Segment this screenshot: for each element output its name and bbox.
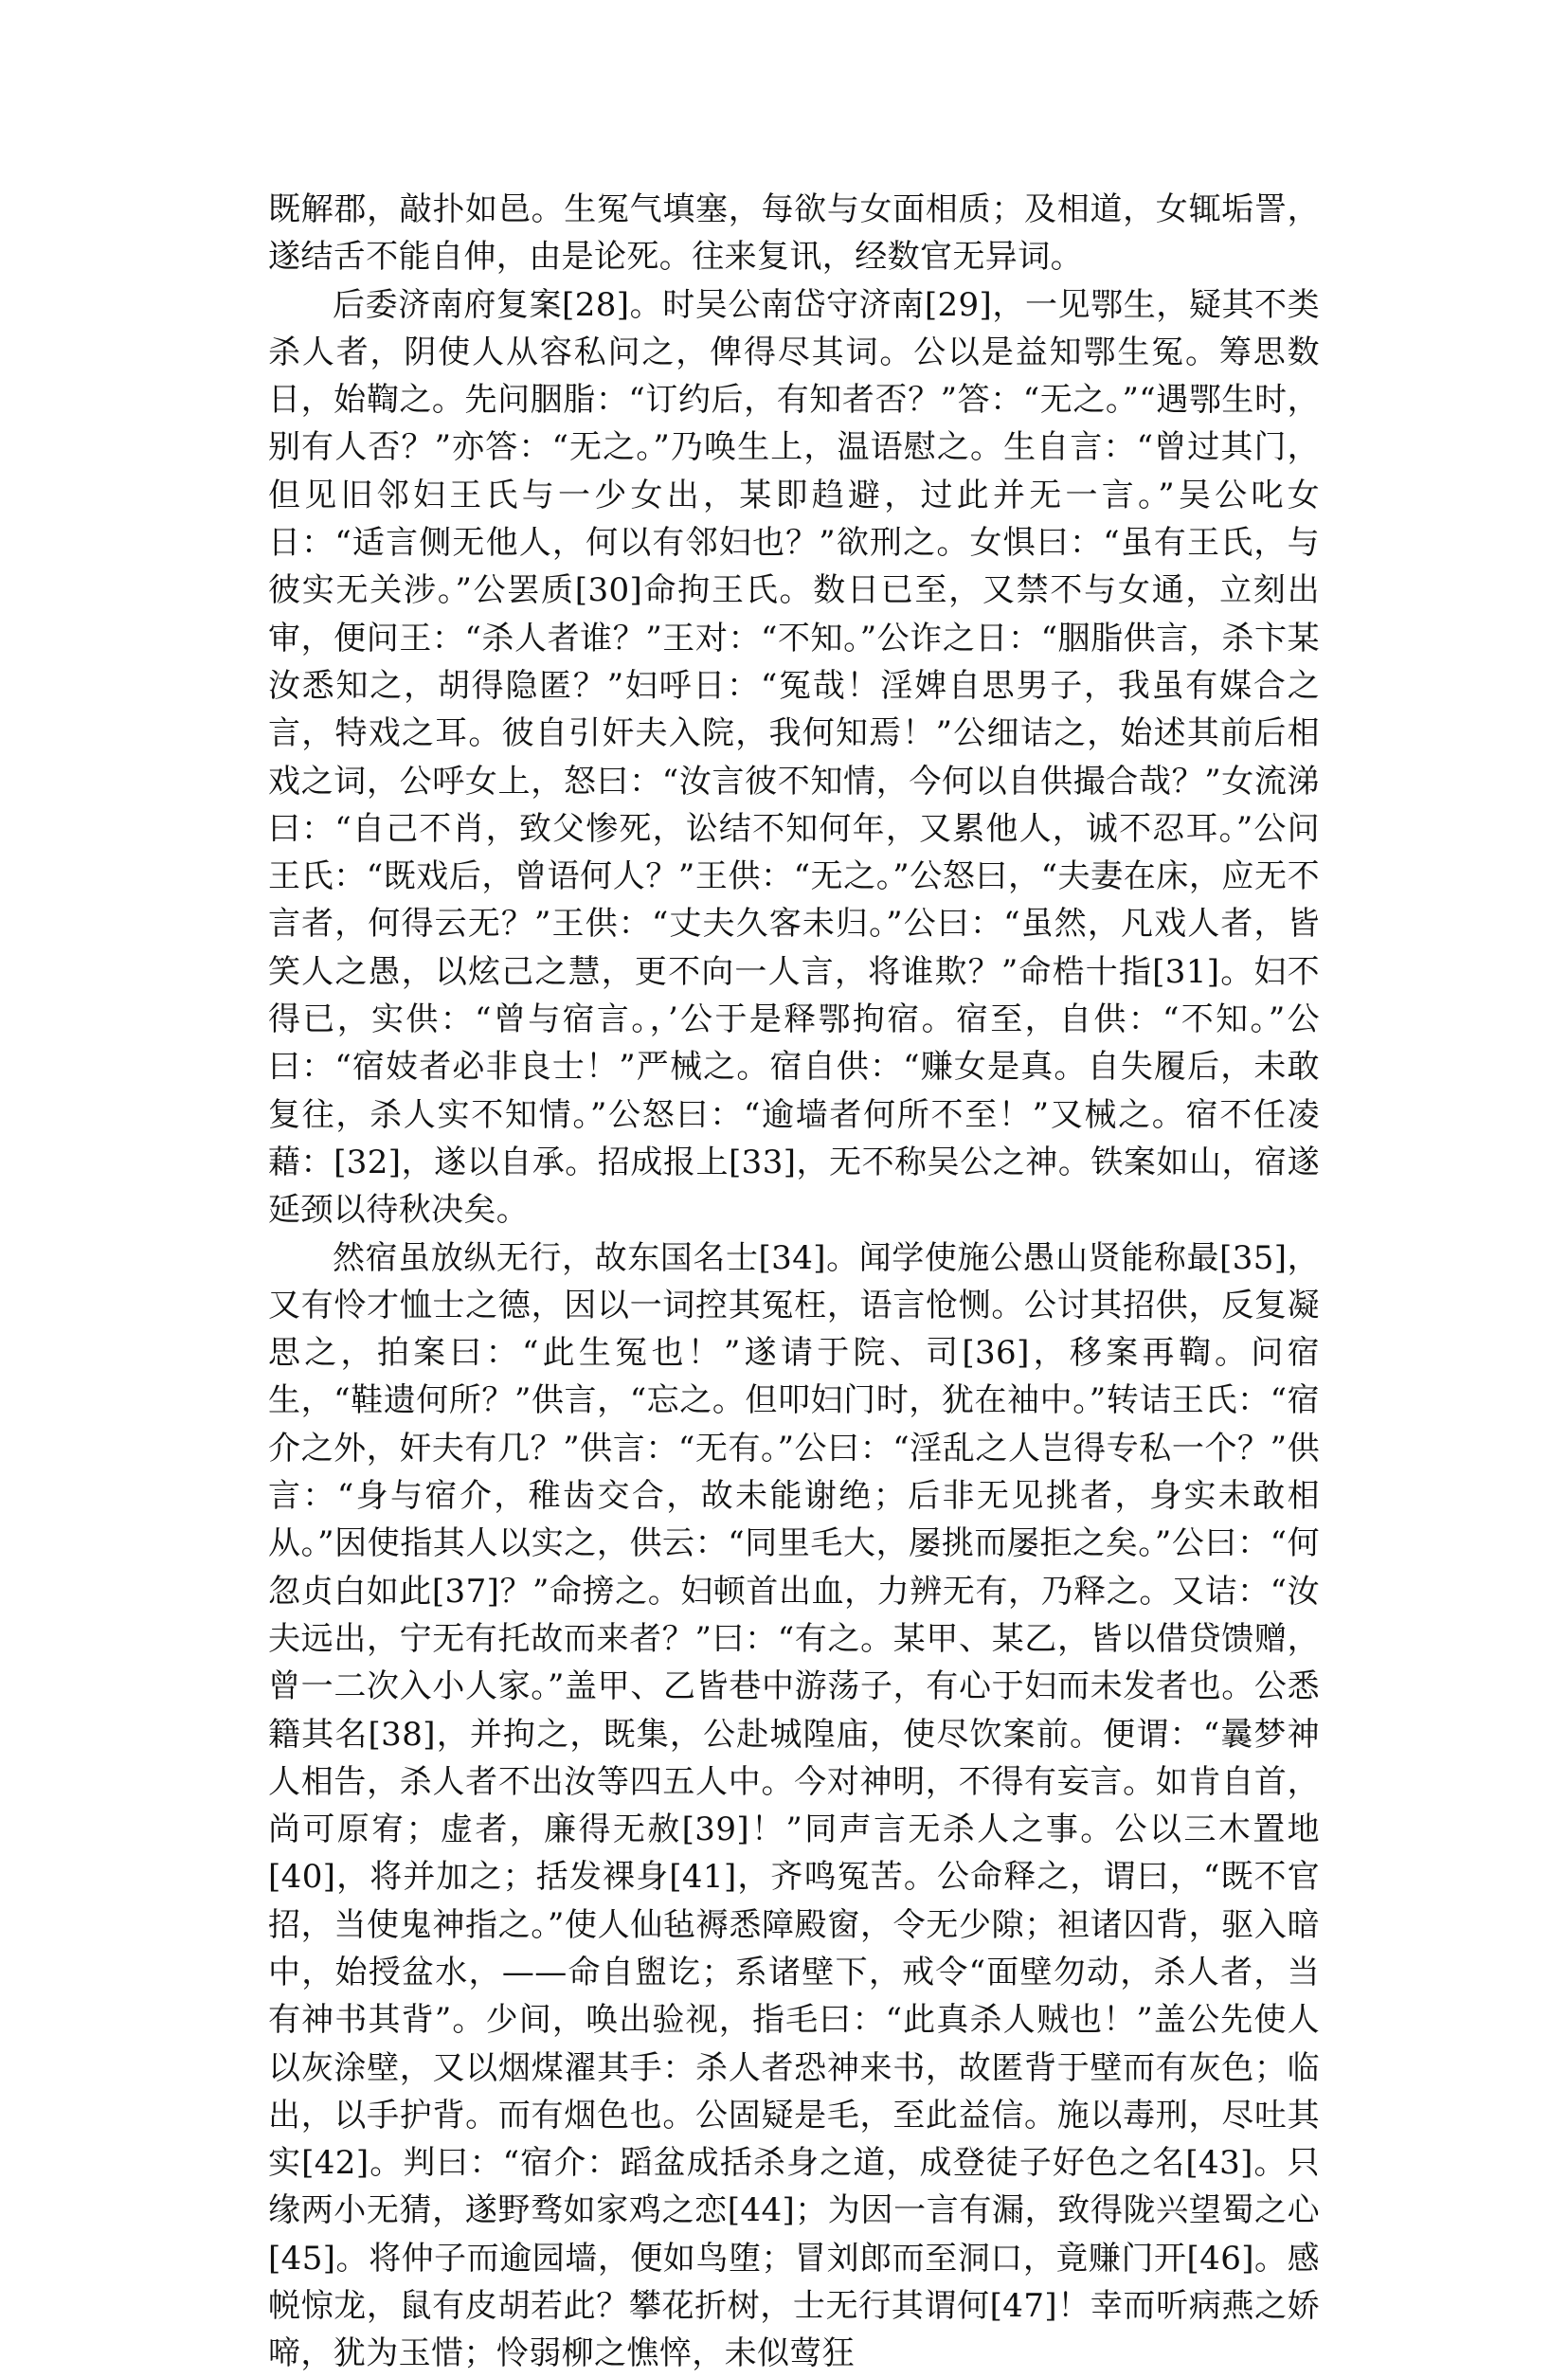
paragraph-3: 然宿虽放纵无行，故东国名士[34]。闻学使施公愚山贤能称最[35]，又有怜才恤士之德，因以一词控其冤枉，语言怆恻。公讨其招供，反复凝思之，拍案曰：“此生冤也！”遂请于院、司[36]，移案再鞫。问宿生，“鞋遗何所？”供言，“忘之。但叩妇门时，犹在袖中。”转诘王氏：“宿介之外，奸夫有几？”供言：“无有。”公曰：“淫乱之人岂得专私一个？”供言：“身与宿介，稚齿交合，故未能谢绝；后非无见挑者，身实未敢相从。”因使指其人以实之，供云：“同里毛大，屡挑而屡拒之矣。”公曰：“何忽贞白如此[37]？”命搒之。妇顿首出血，力辨无有，乃释之。又诘：“汝夫远出，宁无有托故而来者？”曰：“有之。某甲、某乙，皆以借贷馈赠，曾一二次入小人家。”盖甲、乙皆巷中游荡子，有心于妇而未发者也。公悉籍其名[38]，并拘之，既集，公赴城隍庙，使尽饮案前。便谓：“曩梦神人相告，杀人者不出汝等四五人中。今对神明，不得有妄言。如肯自首，尚可原宥；虚者，廉得无赦[39]！”同声言无杀人之事。公以三木置地[40]，将并加之；括发裸身[41]，齐鸣冤苦。公命释之，谓曰，“既不官招，当使鬼神指之。”使人仙毡褥悉障殿窗，令无少隙；袒诸囚背，驱入暗中，始授盆水，——命自盥讫；系诸壁下，戒令“面壁勿动，杀人者，当有神书其背”。少间，唤出验视，指毛曰：“此真杀人贼也！”盖公先使人以灰涂壁，又以烟煤濯其手：杀人者恐神来书，故匿背于壁而有灰色；临出，以手护背。而有烟色也。公固疑是毛，至此益信。施以毒刑，尽吐其实[42]。判曰：“宿介：蹈盆成括杀身之道，成登徒子好色之名[43]。只缘两小无猜，遂野骛如家鸡之恋[44]；为因一言有漏，致得陇兴望蜀之心[45]。将仲子而逾园墙，便如鸟堕；冒刘郎而至洞口，竟赚门开[46]。感帨惊龙，鼠有皮胡若此？攀花折树，士无行其谓何[47]！幸而听病燕之娇啼，犹为玉惜；怜弱柳之憔悴，未似莺狂 (268, 1238, 1320, 2373)
paragraph-2: 后委济南府复案[28]。时吴公南岱守济南[29]，一见鄂生，疑其不类杀人者，阴使人从容私问之，俾得尽其词。公以是益知鄂生冤。筹思数日，始鞫之。先问胭脂：“订约后，有知者否？”答：“无之。”“遇鄂生时，别有人否？”亦答：“无之。”乃唤生上，温语慰之。生自言：“曾过其门，但见旧邻妇王氏与一少女出，某即趋避，过此并无一言。”吴公叱女日：“适言侧无他人，何以有邻妇也？”欲刑之。女惧曰：“虽有王氏，与彼实无关涉。”公罢质[30]命拘王氏。数日已至，又禁不与女通，立刻出审，便问王：“杀人者谁？”王对：“不知。”公诈之日：“胭脂供言，杀卞某汝悉知之，胡得隐匿？”妇呼日：“冤哉！淫婢自思男子，我虽有媒合之言，特戏之耳。彼自引奸夫入院，我何知焉！”公细诘之，始述其前后相戏之词，公呼女上，怒曰：“汝言彼不知情，今何以自供撮合哉？”女流涕曰：“自己不肖，致父惨死，讼结不知何年，又累他人，诚不忍耳。”公问王氏：“既戏后，曾语何人？”王供：“无之。”公怒曰，“夫妻在床，应无不言者，何得云无？”王供：“丈夫久客未归。”公曰：“虽然，凡戏人者，皆笑人之愚，以炫己之慧，更不向一人言，将谁欺？”命梏十指[31]。妇不得已，实供：“曾与宿言。，’公于是释鄂拘宿。宿至，自供：“不知。”公曰：“宿妓者必非良士！”严械之。宿自供：“赚女是真。自失履后，未敢复往，杀人实不知情。”公怒曰：“逾墙者何所不至！”又械之。宿不任凌藉：[32]，遂以自承。招成报上[33]，无不称吴公之神。铁案如山，宿遂延颈以待秋决矣。 (268, 285, 1320, 1230)
document-page (268, 186, 1320, 2378)
paragraph-1: 既解郡，敲扑如邑。生冤气填塞，每欲与女面相质；及相道，女辄垢詈，遂结舌不能自伸，由是论死。往来复讯，经数官无异词。 (268, 190, 1320, 277)
